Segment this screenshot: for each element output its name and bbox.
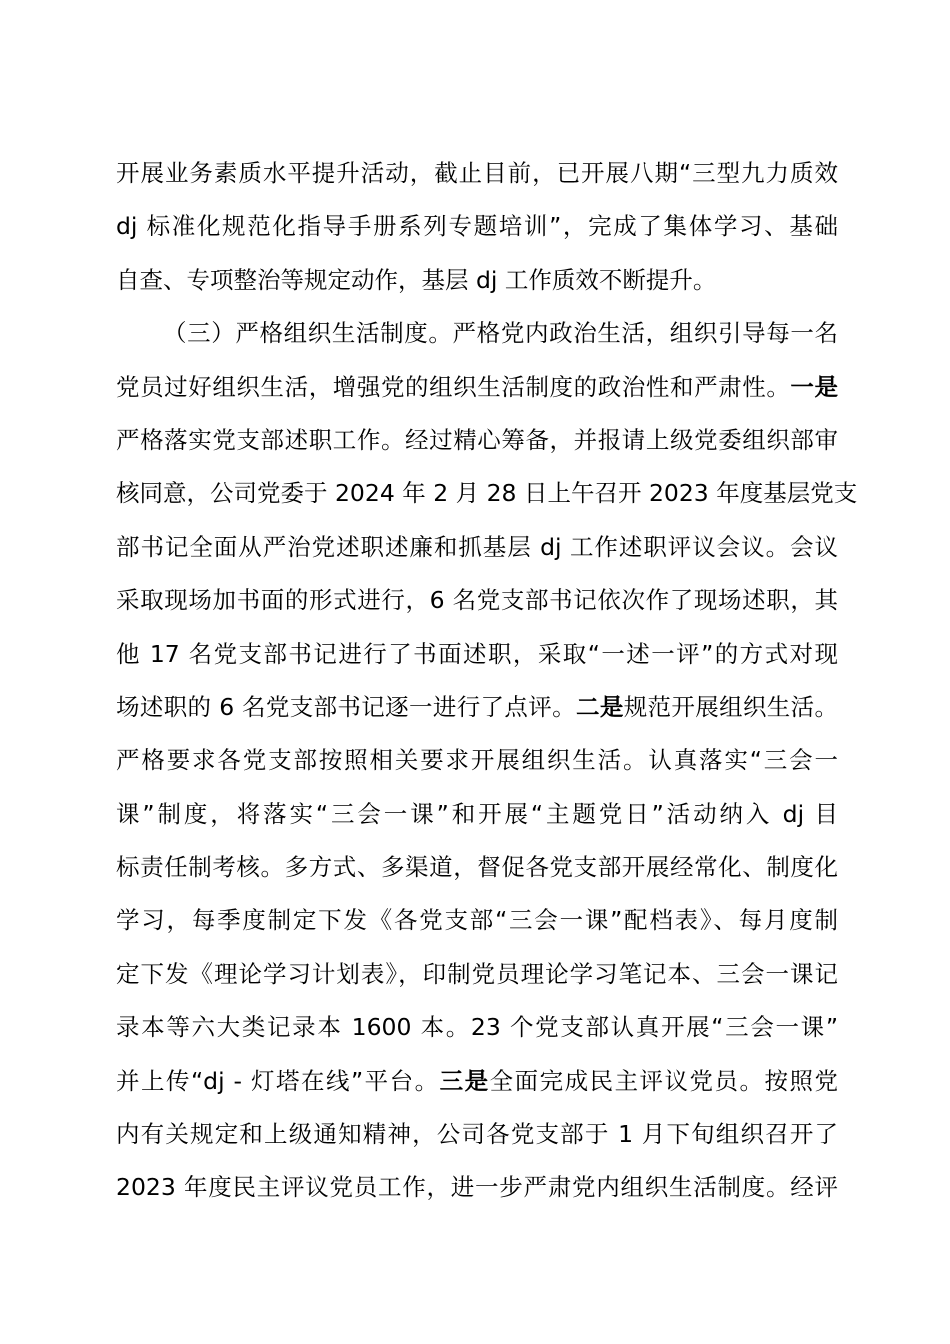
- bold-marker-third: 三是: [439, 1066, 490, 1095]
- text-run: 党员过好组织生活，增强党的组织生活制度的政治性和严肃性。: [116, 372, 791, 401]
- paragraph-1-line-1: 开展业务素质水平提升活动，截止目前，已开展八期“三型九力质效: [116, 159, 838, 187]
- paragraph-2-line-15: [116, 1055, 838, 1108]
- bold-marker-first: 一是: [790, 372, 839, 401]
- paragraph-2-line-5: 部书记全面从严治党述职述廉和抓基层 dj 工作述职评议会议。会议: [116, 532, 838, 561]
- paragraph-2-line-6: 采取现场加书面的形式进行，6 名党支部书记依次作了现场述职，其: [116, 586, 838, 615]
- paragraph-2-line-4: 核同意，公司党委于 2024 年 2 月 28 日上午召开 2023 年度基层党支: [116, 479, 858, 508]
- paragraph-2-line-14: 录本等六大类记录本 1600 本。23 个党支部认真开展“三会一课”: [116, 1013, 838, 1042]
- bold-marker-second: 二是: [575, 692, 624, 721]
- paragraph-2-line-7: 他 17 名党支部书记进行了书面述职，采取“一述一评”的方式对现: [116, 639, 838, 668]
- paragraph-2-line-8: [116, 681, 838, 734]
- text-run: 全面完成民主评议党员。按照党: [489, 1066, 839, 1095]
- text-run: 并上传“dj - 灯塔在线”平台。: [116, 1066, 440, 1095]
- section-heading-line: （三）严格组织生活制度。严格党内政治生活，组织引导每一名: [163, 319, 838, 348]
- paragraph-2-line-3: 严格落实党支部述职工作。经过精心筹备，并报请上级党委组织部审: [116, 425, 838, 454]
- text-run: 场述职的 6 名党支部书记逐一进行了点评。: [116, 692, 576, 721]
- paragraph-2-line-10: 课”制度，将落实“三会一课”和开展“主题党日”活动纳入 dj 目: [116, 799, 838, 828]
- paragraph-2-line-11: 标责任制考核。多方式、多渠道，督促各党支部开展经常化、制度化: [116, 853, 838, 882]
- paragraph-1-line-2: dj 标准化规范化指导手册系列专题培训”，完成了集体学习、基础: [116, 212, 838, 241]
- paragraph-1-line-3: 自查、专项整治等规定动作，基层 dj 工作质效不断提升。: [116, 265, 717, 294]
- paragraph-2-line-17: 2023 年度民主评议党员工作，进一步严肃党内组织生活制度。经评: [116, 1173, 838, 1202]
- paragraph-2-line-13: 定下发《理论学习计划表》，印制党员理论学习笔记本、三会一课记: [116, 959, 838, 988]
- body-text: [116, 147, 858, 1215]
- paragraph-2-line-2: [116, 361, 838, 414]
- paragraph-2-line-9: 严格要求各党支部按照相关要求开展组织生活。认真落实“三会一: [116, 746, 838, 775]
- text-run: 规范开展组织生活。: [623, 692, 839, 721]
- paragraph-2-line-12: 学习，每季度制定下发《各党支部“三会一课”配档表》、每月度制: [116, 906, 838, 935]
- paragraph-2-line-16: 内有关规定和上级通知精神，公司各党支部于 1 月下旬组织召开了: [116, 1120, 838, 1149]
